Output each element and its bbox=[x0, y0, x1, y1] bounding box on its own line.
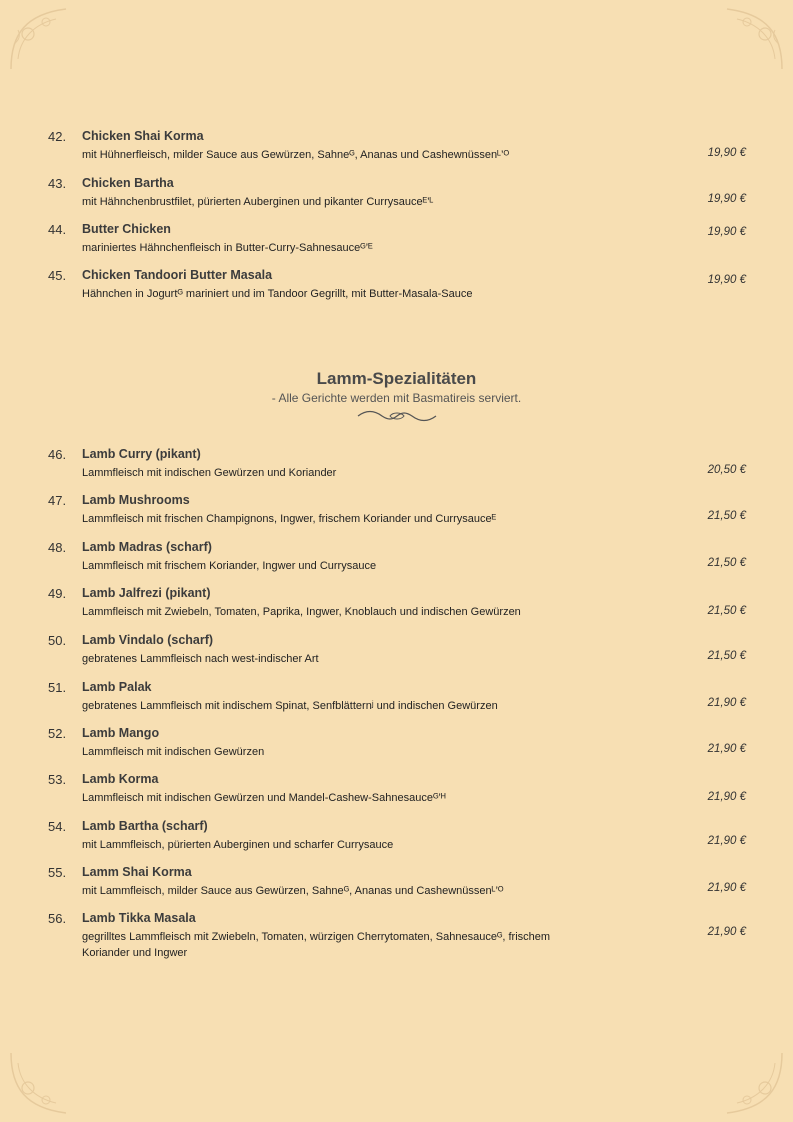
item-name: Chicken Tandoori Butter Masala bbox=[82, 268, 273, 282]
item-price: 21,90 € bbox=[707, 743, 746, 755]
item-name: Butter Chicken bbox=[82, 222, 171, 236]
item-description: mit Hühnerfleisch, milder Sauce aus Gewürzen, Sahneᴳ, Ananas und Cashewnüssenᴸ’ᴼ bbox=[82, 149, 510, 161]
item-number: 56. bbox=[48, 911, 67, 926]
item-description: Lammfleisch mit indischen Gewürzen und Koriander bbox=[82, 467, 337, 479]
item-number: 50. bbox=[48, 633, 67, 648]
item-name: Chicken Bartha bbox=[82, 176, 174, 190]
item-name: Lamb Palak bbox=[82, 680, 152, 694]
item-number: 54. bbox=[48, 819, 67, 834]
item-description: gebratenes Lammfleisch nach west-indischer Art bbox=[82, 653, 319, 665]
item-price: 21,90 € bbox=[707, 835, 746, 847]
item-description: gebratenes Lammfleisch mit indischem Spinat, Senfblätternʲ und indischen Gewürzen bbox=[82, 700, 498, 712]
item-price: 21,90 € bbox=[707, 791, 746, 803]
item-description: mit Hähnchenbrustfilet, pürierten Auberginen und pikanter Currysauceᴱ’ᴸ bbox=[82, 196, 434, 208]
item-description: mit Lammfleisch, milder Sauce aus Gewürzen, Sahneᴳ, Ananas und Cashewnüssenᴸ’ᴼ bbox=[82, 885, 504, 897]
item-name: Lamb Bartha (scharf) bbox=[82, 819, 208, 833]
item-description: Lammfleisch mit frischem Koriander, Ingwer und Currysauce bbox=[82, 560, 377, 572]
ornamental-corner-icon bbox=[6, 1048, 76, 1118]
item-name: Lamb Madras (scharf) bbox=[82, 540, 212, 554]
item-price: 21,50 € bbox=[707, 650, 746, 662]
item-price: 21,50 € bbox=[707, 605, 746, 617]
item-description: Lammfleisch mit indischen Gewürzen bbox=[82, 746, 265, 758]
item-price: 21,90 € bbox=[707, 926, 746, 938]
item-name: Lamb Curry (pikant) bbox=[82, 447, 201, 461]
item-number: 42. bbox=[48, 129, 67, 144]
item-price: 21,50 € bbox=[707, 510, 746, 522]
item-number: 52. bbox=[48, 726, 67, 741]
item-name: Lamm Shai Korma bbox=[82, 865, 192, 879]
item-name: Lamb Korma bbox=[82, 772, 159, 786]
item-price: 20,50 € bbox=[707, 464, 746, 476]
item-number: 45. bbox=[48, 268, 67, 283]
item-name: Lamb Mango bbox=[82, 726, 160, 740]
item-number: 55. bbox=[48, 865, 67, 880]
item-description: Lammfleisch mit Zwiebeln, Tomaten, Paprika, Ingwer, Knoblauch und indischen Gewürzen bbox=[82, 606, 521, 618]
item-description: Lammfleisch mit indischen Gewürzen und Mandel-Cashew-Sahnesauceᴳ’ᴴ bbox=[82, 792, 446, 804]
item-price: 21,50 € bbox=[707, 557, 746, 569]
section-title: Lamm-Spezialitäten bbox=[316, 369, 477, 388]
item-price: 19,90 € bbox=[707, 193, 746, 205]
item-description: mit Lammfleisch, pürierten Auberginen und scharfer Currysauce bbox=[82, 839, 394, 851]
item-description: Lammfleisch mit frischen Champignons, Ingwer, frischem Koriander und Currysauceᴱ bbox=[82, 513, 497, 525]
item-name: Lamb Vindalo (scharf) bbox=[82, 633, 214, 647]
item-price: 21,90 € bbox=[707, 697, 746, 709]
ornamental-flourish-icon bbox=[356, 409, 438, 423]
item-number: 49. bbox=[48, 586, 67, 601]
item-number: 43. bbox=[48, 176, 67, 191]
item-number: 47. bbox=[48, 493, 67, 508]
item-number: 48. bbox=[48, 540, 67, 555]
item-number: 51. bbox=[48, 680, 67, 695]
item-name: Chicken Shai Korma bbox=[82, 129, 204, 143]
item-name: Lamb Jalfrezi (pikant) bbox=[82, 586, 211, 600]
item-name: Lamb Mushrooms bbox=[82, 493, 190, 507]
ornamental-corner-icon bbox=[717, 4, 787, 74]
section-subtitle: - Alle Gerichte werden mit Basmatireis serviert. bbox=[271, 391, 522, 405]
ornamental-corner-icon bbox=[6, 4, 76, 74]
item-name: Lamb Tikka Masala bbox=[82, 911, 196, 925]
item-description: Hähnchen in Jogurtᴳ mariniert und im Tandoor Gegrillt, mit Butter-Masala-Sauce bbox=[82, 288, 473, 300]
item-description: gegrilltes Lammfleisch mit Zwiebeln, Tomaten, würzigen Cherrytomaten, Sahnesauceᴳ, frischem Koriander und Ingwer bbox=[82, 931, 551, 959]
item-price: 19,90 € bbox=[707, 226, 746, 238]
item-number: 46. bbox=[48, 447, 67, 462]
item-price: 19,90 € bbox=[707, 274, 746, 286]
item-number: 44. bbox=[48, 222, 67, 237]
item-price: 21,90 € bbox=[707, 882, 746, 894]
ornamental-corner-icon bbox=[717, 1048, 787, 1118]
item-price: 19,90 € bbox=[707, 147, 746, 159]
item-number: 53. bbox=[48, 772, 67, 787]
item-description: mariniertes Hähnchenfleisch in Butter-Curry-Sahnesauceᴳ’ᴱ bbox=[82, 242, 373, 254]
